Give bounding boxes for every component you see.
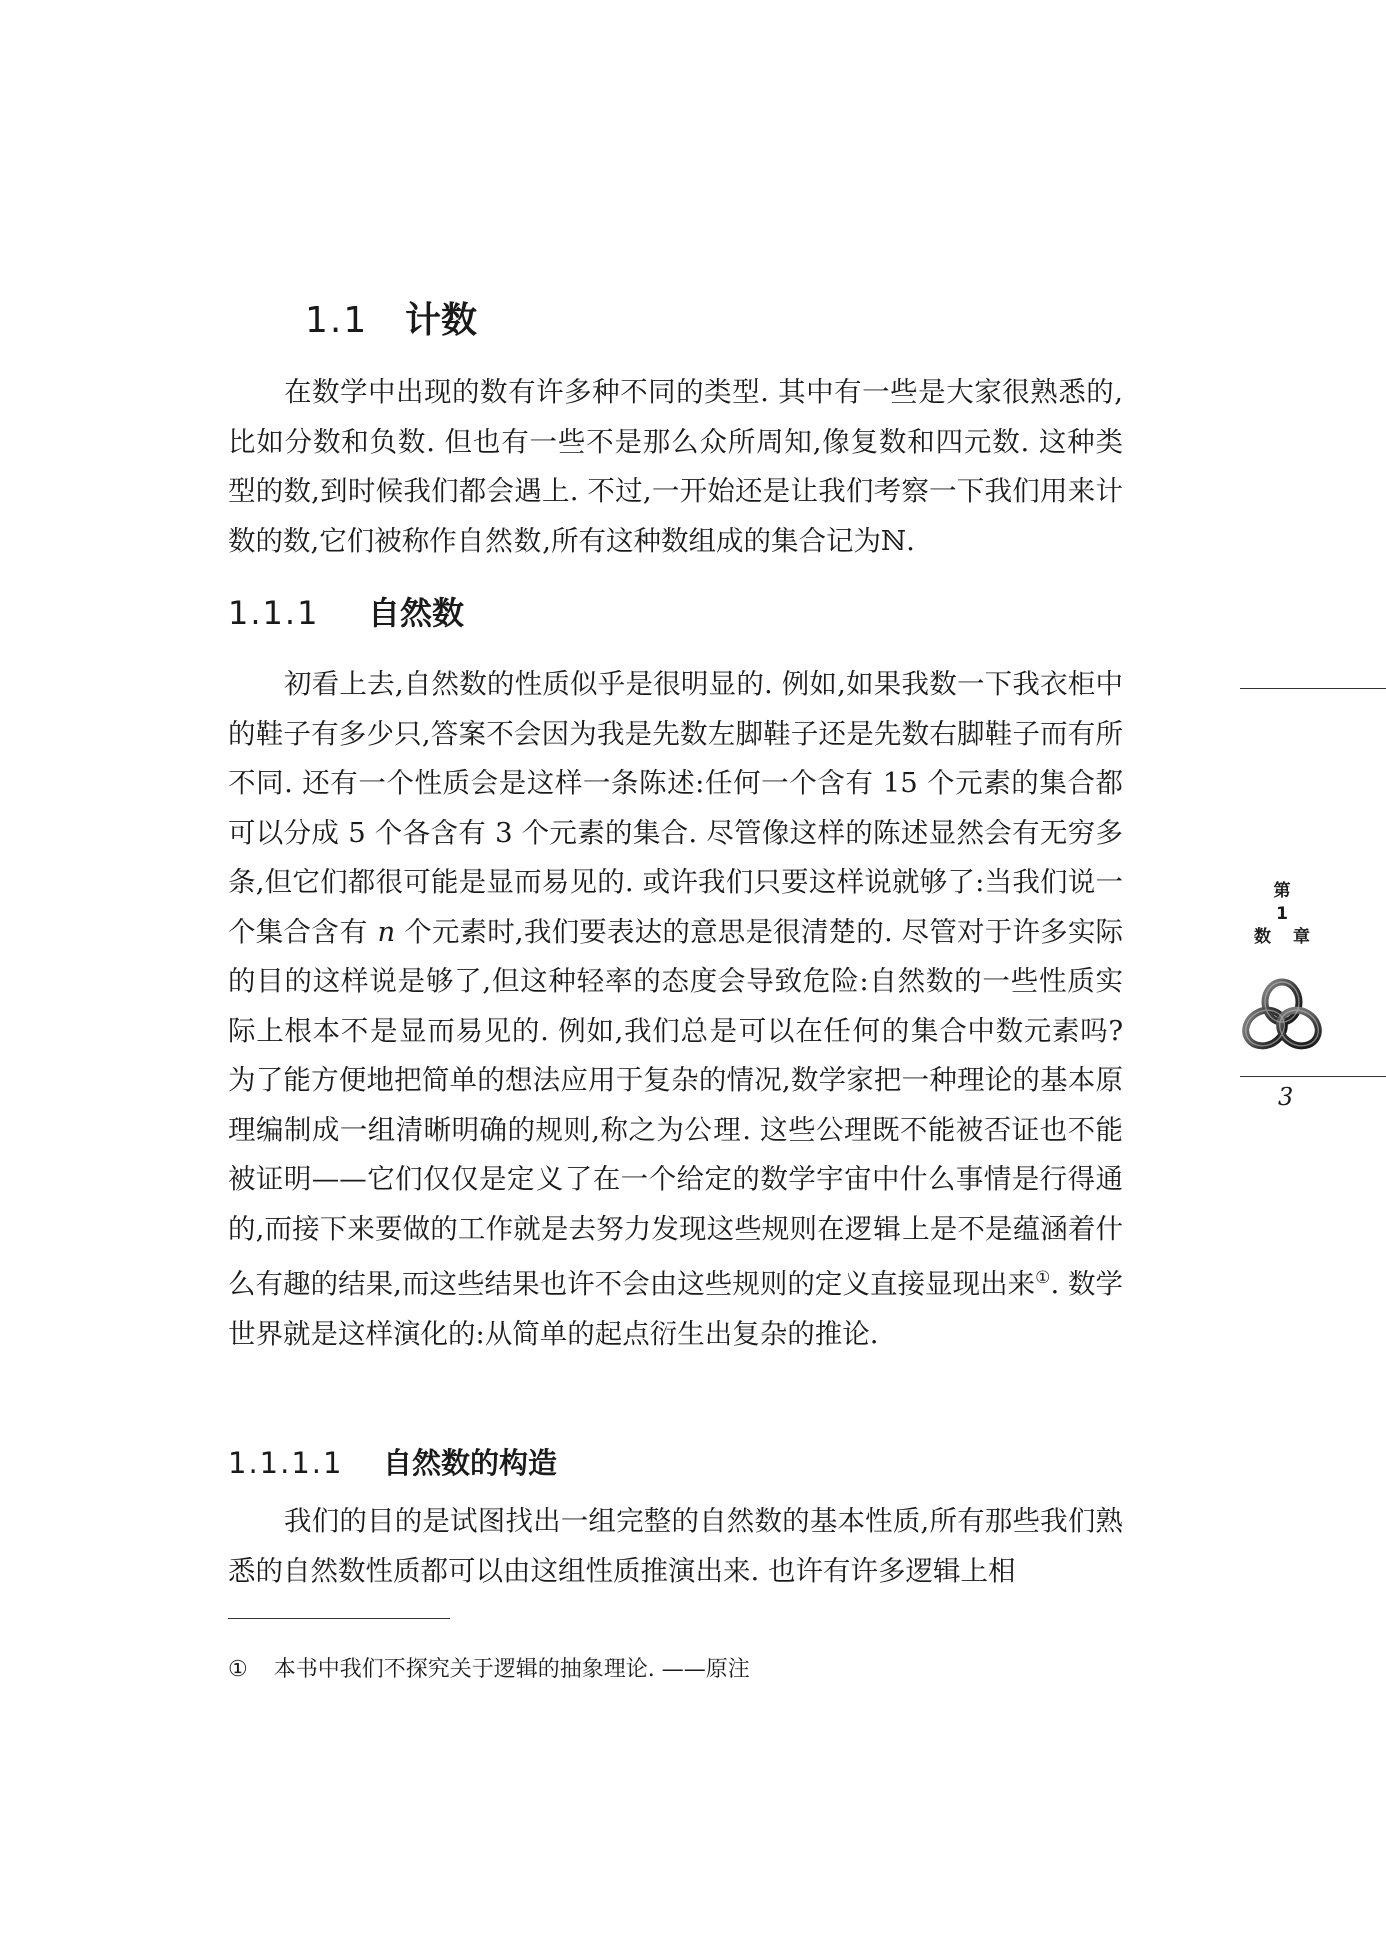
text-run: 集合中数元素吗? 为了能方便地把简单的想法应用于复杂的情况,数学家把一种理论的基本原理编制成一组清晰明确的规则,称之为 — [228, 1014, 1124, 1146]
text-run: 上是不是蕴涵着什么有趣的结果,而这些结果也许不会由这些规则的定义直接显现出来 — [228, 1212, 1123, 1300]
section-number: 1.1.1 — [228, 594, 320, 632]
text-run: 在数学中出现的数有许多种不同的类型. 其中有一些是大家很熟悉的,比如分数和负数. 但也有一些不是那么众所周知,像复数和四元数. 这种类型的数,到时候我们都会遇上. 不过,一开始还是让我们考察一下我们用来计数的数,它们被称作 — [228, 376, 1123, 557]
section-number: 1.1 — [305, 300, 369, 341]
chapter-label-row — [1248, 926, 1316, 949]
footnote-mark: ① — [228, 1657, 248, 1682]
chapter-label-right: 章 — [1293, 927, 1310, 947]
section-title: 计数 — [405, 300, 478, 341]
emphasis-run: 含有 — [311, 915, 369, 948]
trefoil-knot-icon — [1232, 975, 1332, 1055]
emphasis-run: 总是 — [680, 1014, 739, 1047]
text-run: . 数学世界就是这样演化的:从简单的起点衍生出复杂的推论. — [228, 1268, 1123, 1350]
text-run: 了在一个给定的数学宇宙中什么事情是行得通的,而接下来要做的工作就是去努力发现这些规则在 — [228, 1163, 1124, 1245]
math-variable-n: n — [377, 915, 396, 948]
chapter-label-top: 第 — [1273, 881, 1291, 901]
footnote-divider — [228, 1618, 450, 1619]
text-run: 显而易见的. 例如,我们 — [399, 1014, 681, 1047]
section-heading-1-1-1-1 — [228, 1441, 557, 1482]
text-run: 我们的目的是试图找出一组完整的自然数的基本性质,所有那些我们熟悉的自然数性质都可以由这组性质推演出来. 也许有许多逻辑上相 — [228, 1505, 1123, 1587]
sidebar-divider-top — [1240, 688, 1386, 689]
footnote-text: 本书中我们不探究关于逻辑的抽象理论. ——原注 — [273, 1657, 750, 1682]
paragraph-goal — [228, 1497, 1123, 1596]
chapter-tab — [1248, 880, 1316, 949]
paragraph-intro — [228, 368, 1123, 566]
section-heading-1-1 — [305, 292, 477, 343]
footnote — [228, 1652, 750, 1683]
emphasis-run: 定义 — [506, 1163, 565, 1195]
paragraph-main — [228, 660, 1123, 1359]
emphasis-natural-numbers: 自然数 — [456, 524, 543, 557]
text-run: . 这些公理既不能被否证也不能被证明——它们仅仅是 — [228, 1113, 1124, 1195]
text-run: 可以在 — [738, 1014, 824, 1047]
emphasis-run: 任何的 — [823, 1014, 911, 1047]
chapter-label-left: 数 — [1254, 927, 1271, 947]
emphasis-run: 公理 — [684, 1113, 743, 1146]
sidebar-divider-bottom — [1240, 1076, 1386, 1077]
text-run: 个元素时,我们要表达的意思是很清楚的. 尽管对于许多实际的目的这样说是够了,但这种轻率的态度会导致危险:自然数的一些性质实际上根本 — [228, 915, 1124, 1047]
section-heading-1-1-1 — [228, 588, 464, 634]
emphasis-run: 逻辑 — [844, 1212, 903, 1245]
footnote-reference[interactable]: ① — [1035, 1268, 1051, 1288]
section-number: 1.1.1.1 — [228, 1446, 344, 1480]
chapter-number: 1 — [1276, 904, 1288, 924]
emphasis-run: 不是 — [340, 1014, 400, 1047]
section-title: 自然数的构造 — [383, 1446, 558, 1480]
section-title: 自然数 — [368, 594, 465, 632]
page-number: 3 — [1278, 1083, 1294, 1111]
text-run: ,所有这种数组成的集合记为ℕ. — [542, 524, 915, 557]
text-run: 初看上去,自然数的性质似乎是很明显的. 例如,如果我数一下我衣柜中的鞋子有多少只,答案不会因为我是先数左脚鞋子还是先数右脚鞋子而有所不同. 还有一个性质会是这样一条陈述:任何一个含有 15 个元素的集合都可以分成 5 个各含有 3 个元素的集合. 尽管像这样的陈述显然会有无穷多条,但它们都很可能是显而易见的. 或许我们只要这样说就够了:当我们说一个集合 — [228, 668, 1123, 948]
